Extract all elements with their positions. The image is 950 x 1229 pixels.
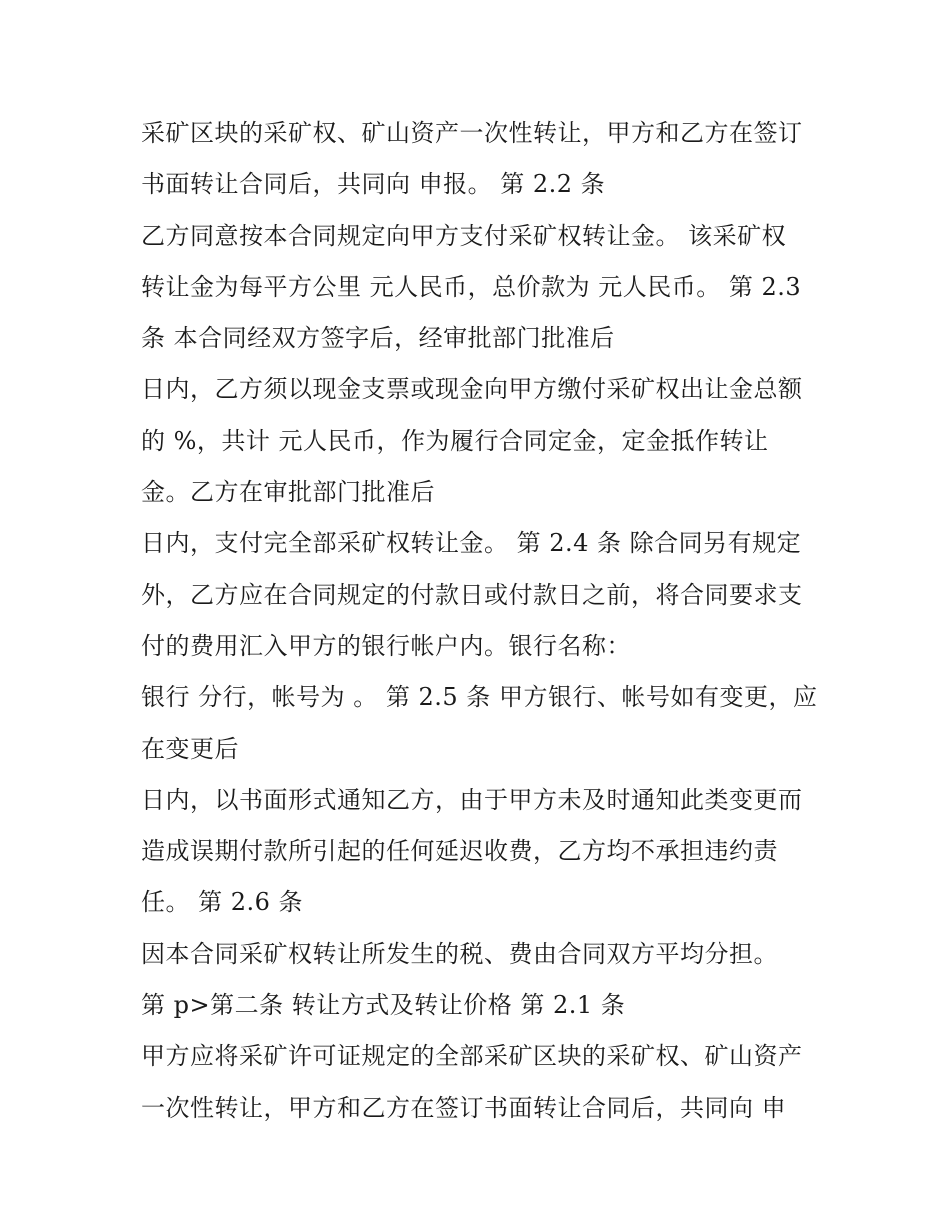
text-line: 任。 第 2.6 条 [141, 888, 304, 917]
text-line: 日内，以书面形式通知乙方，由于甲方未及时通知此类变更而 [141, 785, 803, 814]
text-line: 的 %，共计 元人民币，作为履行合同定金，定金抵作转让 [141, 426, 769, 455]
contract-text [141, 108, 821, 1134]
text-line: 书面转让合同后，共同向 申报。 第 2.2 条 [141, 170, 606, 199]
text-line: 付的费用汇入甲方的银行帐户内。银行名称： [141, 631, 631, 660]
text-line: 采矿区块的采矿权、矿山资产一次性转让，甲方和乙方在签订 [141, 119, 803, 147]
text-line: 第 p>第二条 转让方式及转让价格 第 2.1 条 [141, 991, 626, 1020]
text-line: 一次性转让，甲方和乙方在签订书面转让合同后，共同向 申 [141, 1093, 787, 1122]
text-line: 在变更后 [141, 734, 239, 763]
text-line: 条 本合同经双方签字后，经审批部门批准后 [141, 324, 615, 353]
text-line: 因本合同采矿权转让所发生的税、费由合同双方平均分担。 [141, 939, 778, 968]
text-line: 金。乙方在审批部门批准后 [141, 478, 435, 507]
text-line: 乙方同意按本合同规定向甲方支付采矿权转让金。 该采矿权 [141, 221, 787, 250]
text-line: 银行 分行，帐号为 。 第 2.5 条 甲方银行、帐号如有变更，应 [141, 683, 818, 712]
text-line: 造成误期付款所引起的任何延迟收费，乙方均不承担违约责 [141, 837, 778, 866]
text-line: 日内，支付完全部采矿权转让金。 第 2.4 条 除合同另有规定 [141, 529, 802, 558]
text-line: 日内，乙方须以现金支票或现金向甲方缴付采矿权出让金总额 [141, 375, 803, 404]
text-line: 转让金为每平方公里 元人民币，总价款为 元人民币。 第 2.3 [141, 272, 802, 301]
text-line: 甲方应将采矿许可证规定的全部采矿区块的采矿权、矿山资产 [141, 1042, 803, 1071]
text-line: 外，乙方应在合同规定的付款日或付款日之前，将合同要求支 [141, 580, 803, 609]
